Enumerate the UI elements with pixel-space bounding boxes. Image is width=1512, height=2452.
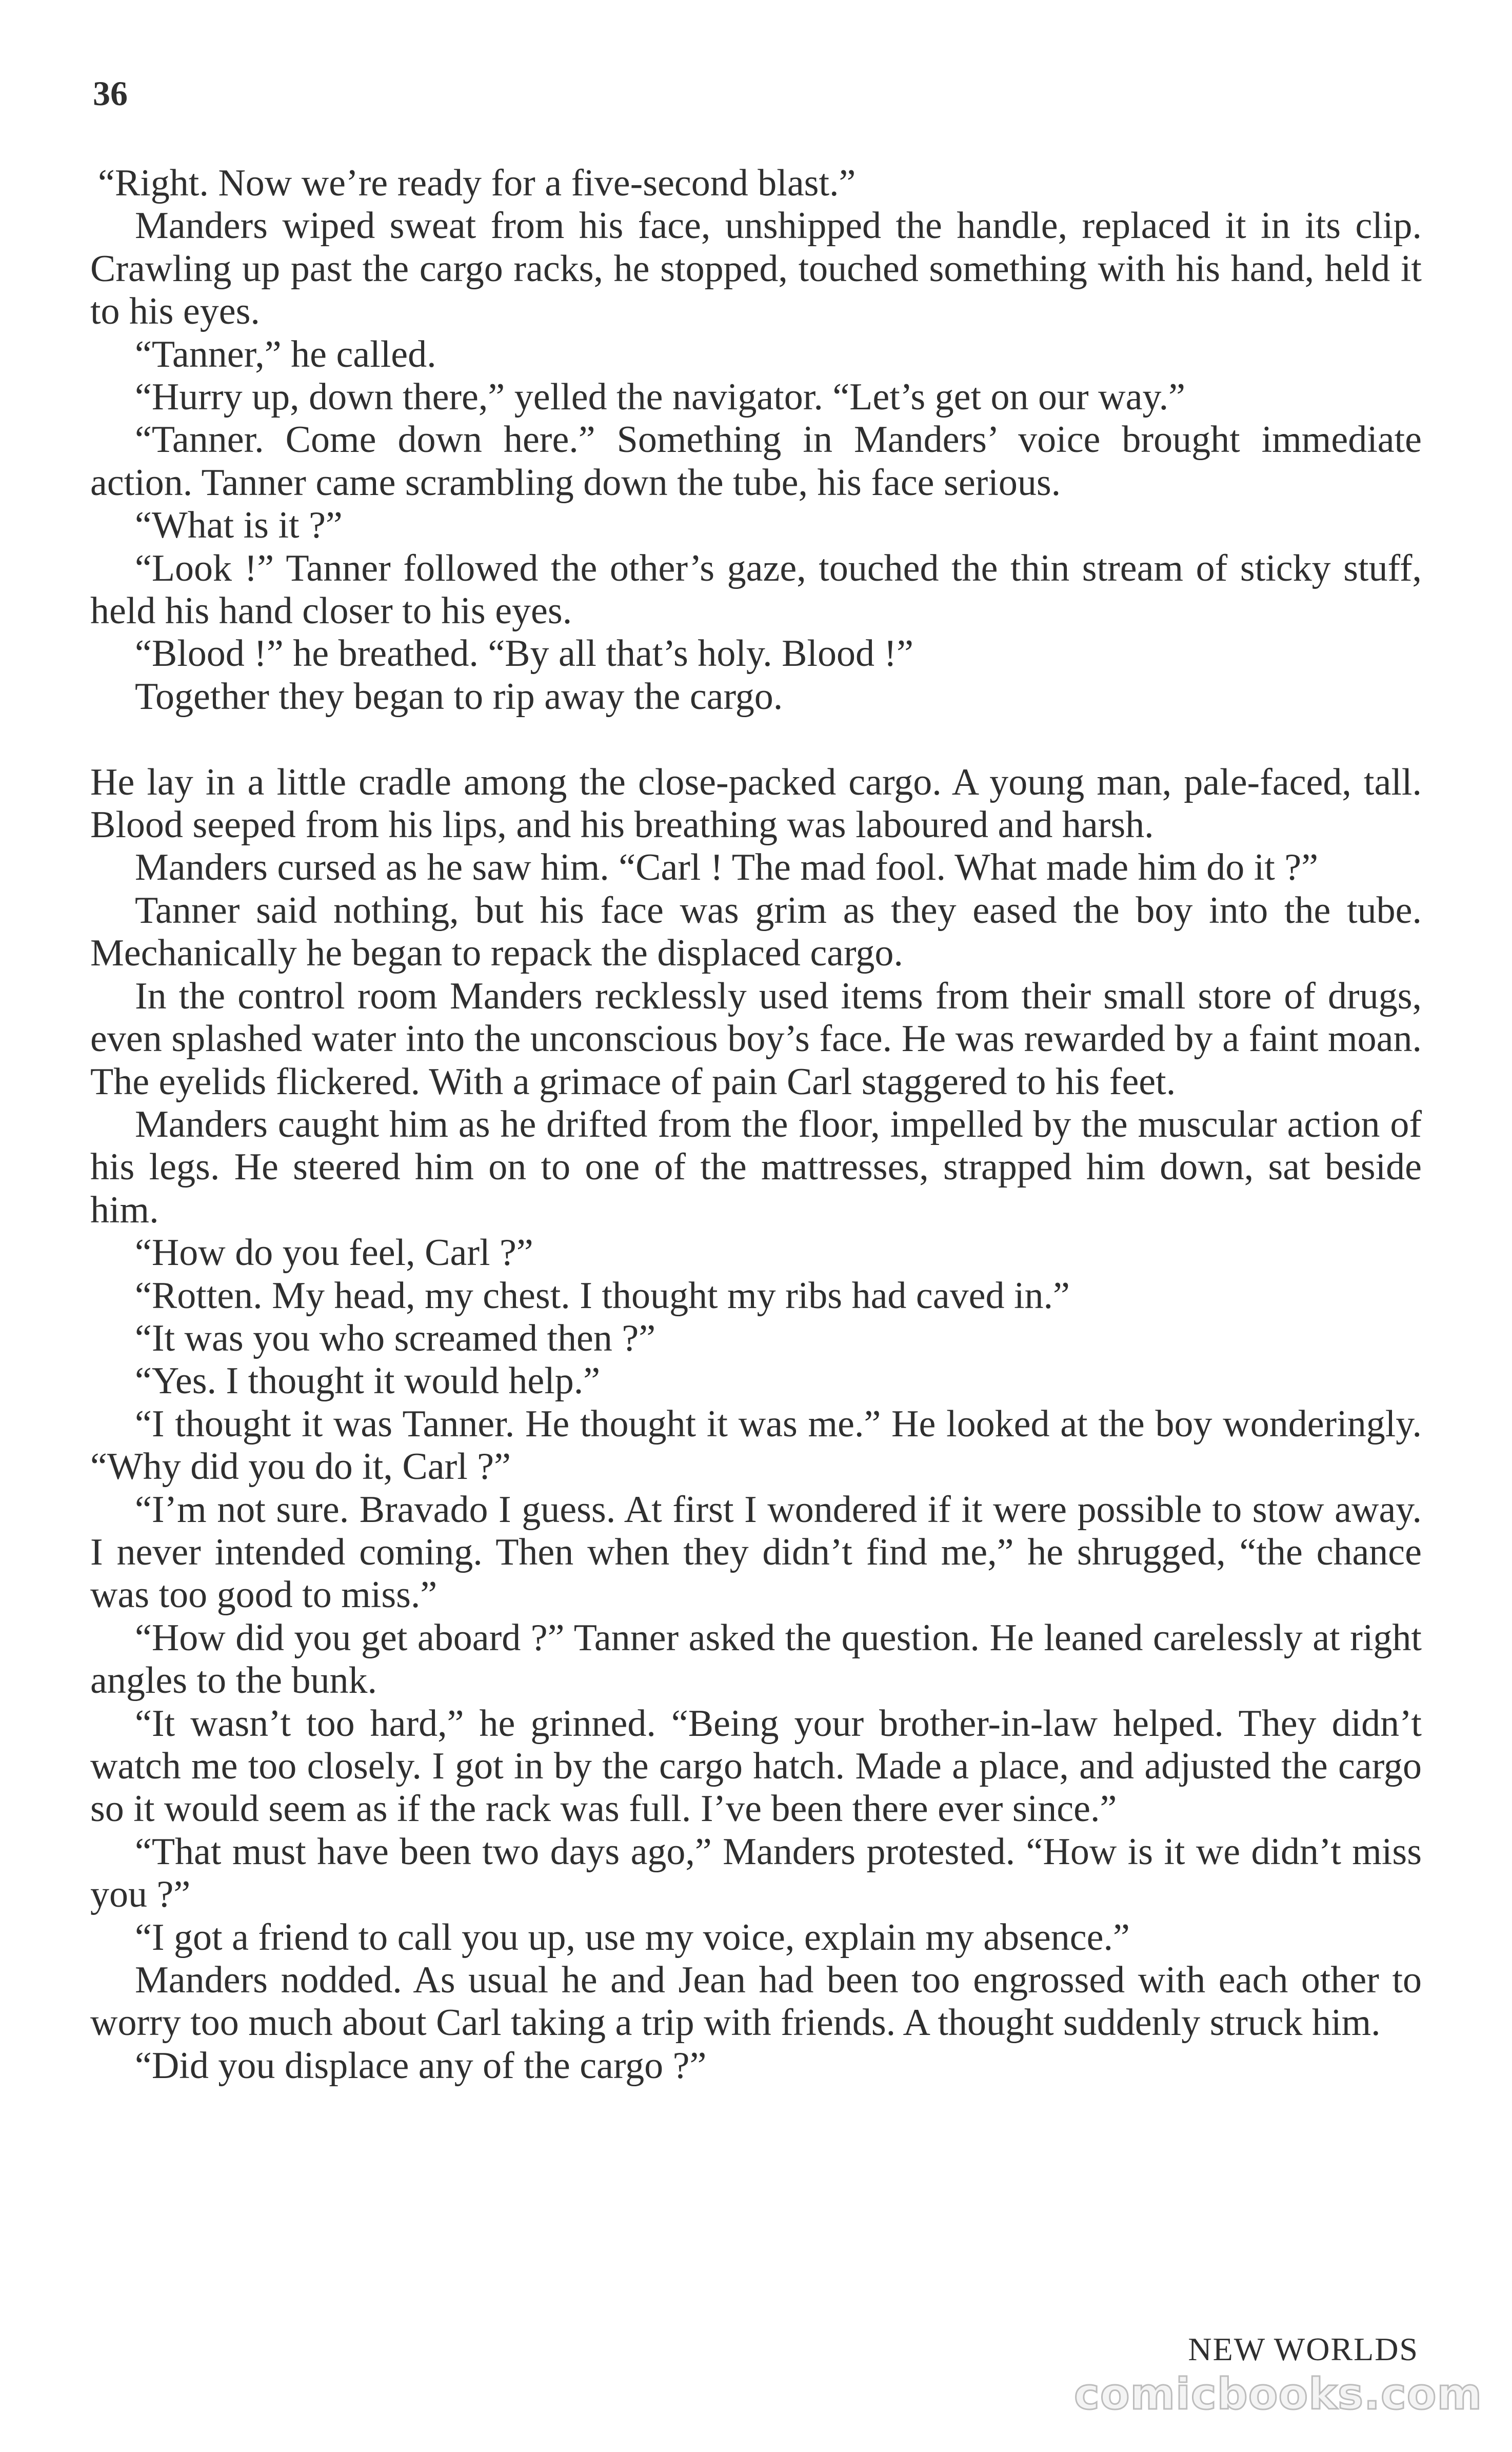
watermark: comicbooks.com xyxy=(1074,2369,1482,2419)
paragraph: “I’m not sure. Bravado I guess. At first I wondered if it were possible to stow away. I never intended coming. Then when they didn’t find me,” he shrugged, “the chance was too good to miss.” xyxy=(90,1488,1422,1616)
paragraph: “What is it ?” xyxy=(135,504,343,547)
paragraph: “That must have been two days ago,” Manders protested. “How is it we didn’t miss you ?” xyxy=(90,1830,1422,1916)
paragraph: “Yes. I thought it would help.” xyxy=(135,1360,601,1402)
paragraph: Tanner said nothing, but his face was grim as they eased the boy into the tube. Mechanically he began to repack the displaced cargo. xyxy=(90,889,1422,975)
paragraph: “Blood !” he breathed. “By all that’s holy. Blood !” xyxy=(135,632,913,675)
paragraph: Manders wiped sweat from his face, unshipped the handle, replaced it in its clip. Crawling up past the cargo racks, he stopped, touched something with his hand, held it to his eyes. xyxy=(90,205,1422,333)
paragraph: “Hurry up, down there,” yelled the navigator. “Let’s get on our way.” xyxy=(135,376,1186,419)
paragraph: “Look !” Tanner followed the other’s gaze, touched the thin stream of sticky stuff, held his hand closer to his eyes. xyxy=(90,547,1422,632)
paragraph: Manders nodded. As usual he and Jean had been too engrossed with each other to worry too much about Carl taking a trip with friends. A thought suddenly struck him. xyxy=(90,1959,1422,2044)
paragraph: Together they began to rip away the cargo. xyxy=(135,675,783,718)
page-number: 36 xyxy=(93,74,128,113)
paragraph: He lay in a little cradle among the close-packed cargo. A young man, pale-faced, tall. Blood seeped from his lips, and his breathing was laboured and harsh. xyxy=(90,761,1422,846)
paragraph: Manders caught him as he drifted from the floor, impelled by the muscular action of his legs. He steered him on to one of the mattresses, strapped him down, sat beside him. xyxy=(90,1103,1422,1231)
paragraph: “How did you get aboard ?” Tanner asked the question. He leaned carelessly at right angles to the bunk. xyxy=(90,1616,1422,1702)
paragraph: “I got a friend to call you up, use my voice, explain my absence.” xyxy=(135,1916,1130,1959)
paragraph: “How do you feel, Carl ?” xyxy=(135,1232,533,1274)
paragraph: “Tanner. Come down here.” Something in Manders’ voice brought immediate action. Tanner came scrambling down the tube, his face serious. xyxy=(90,419,1422,504)
paragraph: “I thought it was Tanner. He thought it was me.” He looked at the boy wonderingly. “Why did you do it, Carl ?” xyxy=(90,1402,1422,1488)
body-text xyxy=(90,162,1422,2087)
paragraph: In the control room Manders recklessly used items from their small store of drugs, even splashed water into the unconscious boy’s face. He was rewarded by a faint moan. The eyelids flickered. With a grimace of pain Carl staggered to his feet. xyxy=(90,975,1422,1103)
paragraph: “Did you displace any of the cargo ?” xyxy=(135,2044,707,2087)
running-footer: NEW WORLDS xyxy=(1188,2331,1419,2367)
paragraph: “Tanner,” he called. xyxy=(135,333,436,375)
paragraph: “It was you who screamed then ?” xyxy=(135,1317,656,1359)
paragraph: “Right. Now we’re ready for a five-second blast.” xyxy=(98,162,856,204)
paragraph: “It wasn’t too hard,” he grinned. “Being your brother-in-law helped. They didn’t watch me too closely. I got in by the cargo hatch. Made a place, and adjusted the cargo so it would seem as if the rack was full. I’ve been there ever since.” xyxy=(90,1702,1422,1830)
paragraph: Manders cursed as he saw him. “Carl ! The mad fool. What made him do it ?” xyxy=(135,846,1319,889)
paragraph: “Rotten. My head, my chest. I thought my ribs had caved in.” xyxy=(135,1274,1070,1317)
